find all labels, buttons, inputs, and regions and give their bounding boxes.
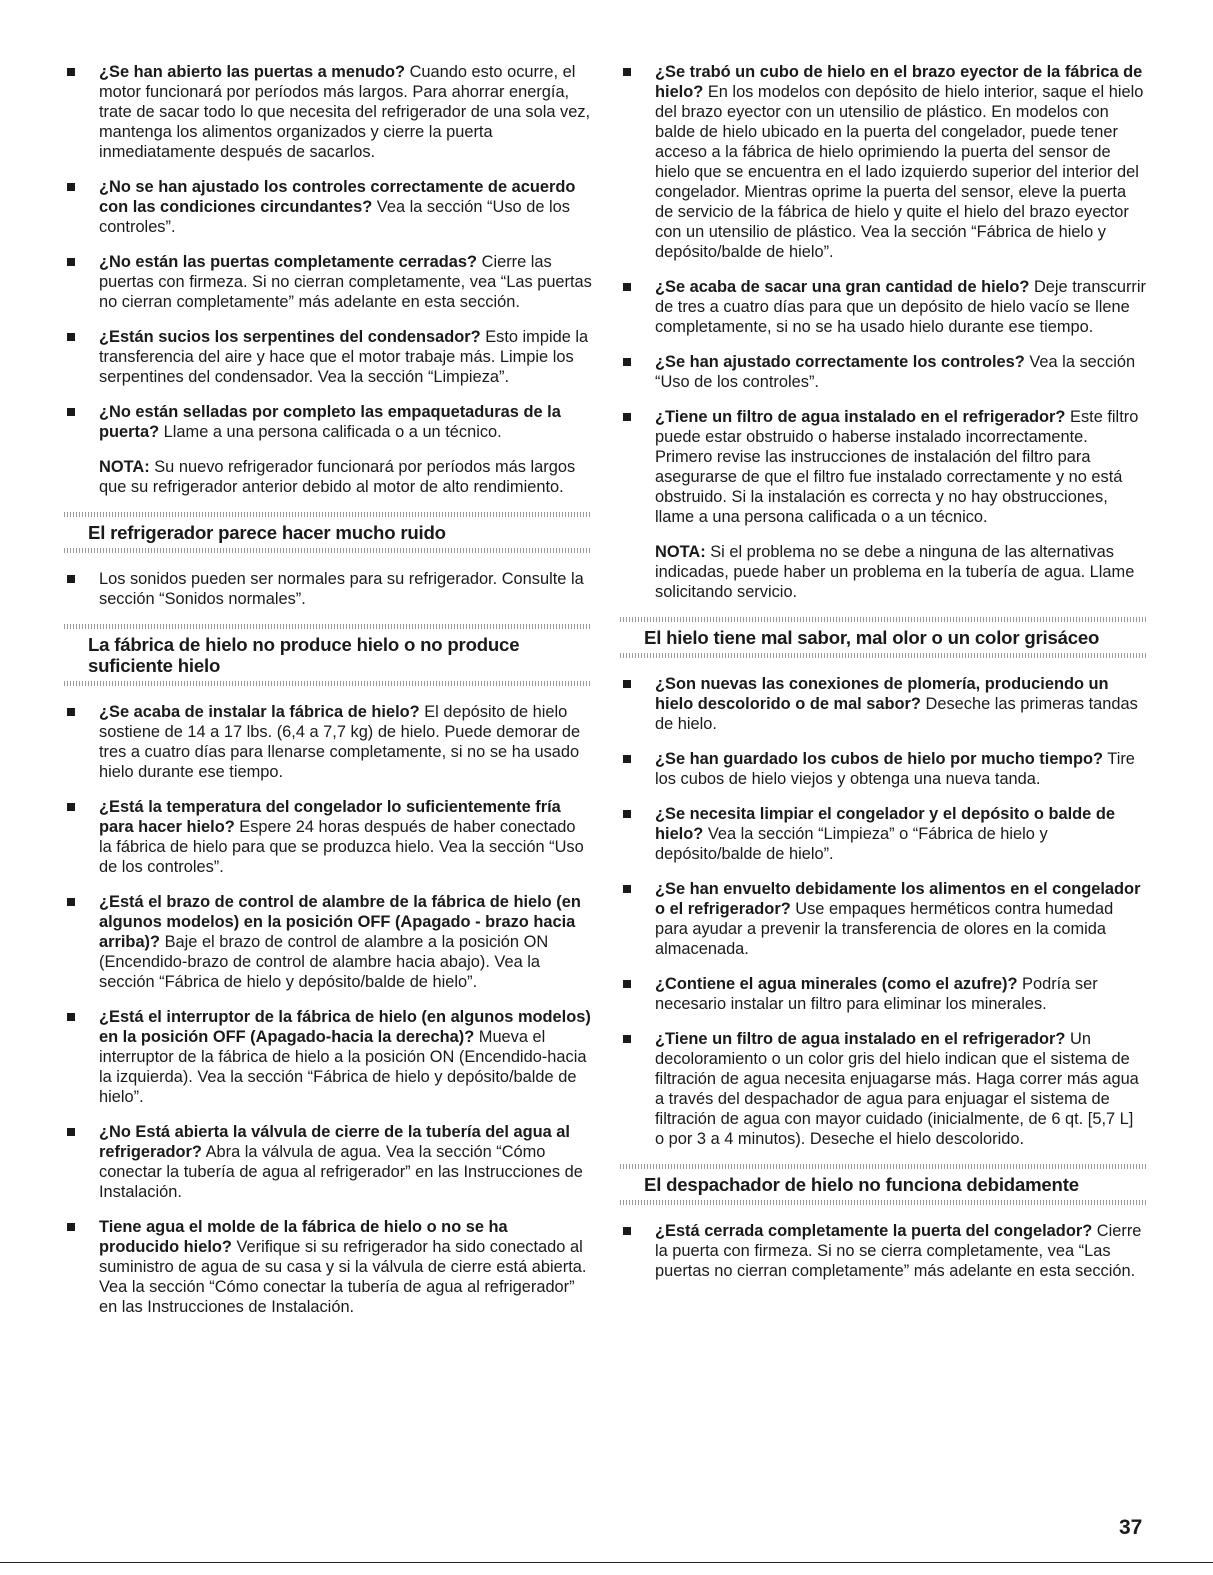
item-question: ¿No están selladas por completo las empaquetaduras de la puerta? bbox=[99, 403, 561, 441]
bullet-square-icon bbox=[623, 413, 631, 421]
item-answer: Deje transcurrir de tres a cuatro días para que un depósito de hielo vacío se llene completamente, si no se ha usado hielo durante ese tiempo. bbox=[655, 278, 1146, 336]
bullet-item bbox=[620, 352, 1146, 392]
item-answer: Deseche las primeras tandas de hielo. bbox=[655, 695, 1138, 733]
item-question: ¿Está el brazo de control de alambre de la fábrica de hielo (en algunos modelos) en la posición OFF (Apagado - brazo hacia arriba)? bbox=[99, 893, 581, 951]
section-heading bbox=[64, 624, 592, 686]
item-question: ¿Está cerrada completamente la puerta del congelador? bbox=[655, 1222, 1093, 1240]
bullet-square-icon bbox=[623, 358, 631, 366]
item-answer: Baje el brazo de control de alambre a la posición ON (Encendido-brazo de control de alambre hacia abajo). Vea la sección “Fábrica de hielo y depósito/balde de hielo”. bbox=[99, 933, 549, 991]
item-answer: Un decoloramiento o un color gris del hielo indican que el sistema de filtración de agua necesita enjuagarse más. Haga correr más agua a través del despachador de agua para enjuagar el sistema de filtración de agua con mayor cuidado (inicialmente, de 6 qt. [5,7 L] o por 3 a 4 minutos). Deseche el hielo descolorido. bbox=[655, 1030, 1139, 1148]
bullet-item bbox=[64, 402, 592, 442]
right-column bbox=[620, 62, 1146, 1296]
bullet-square-icon bbox=[67, 708, 75, 716]
bullet-item bbox=[620, 974, 1146, 1014]
item-answer: Vea la sección “Limpieza” o “Fábrica de hielo y depósito/balde de hielo”. bbox=[655, 825, 1048, 863]
item-answer: Vea la sección “Uso de los controles”. bbox=[655, 353, 1136, 391]
item-answer: El depósito de hielo sostiene de 14 a 17 lbs. (6,4 a 7,7 kg) de hielo. Puede demorar de tres a cuatro días para llenarse completamente, si no se ha usado hielo durante ese tiempo. bbox=[99, 703, 581, 781]
page-number: 37 bbox=[1119, 1516, 1143, 1539]
bullet-item bbox=[620, 804, 1146, 864]
bullet-square-icon bbox=[623, 755, 631, 763]
bullet-item bbox=[620, 749, 1146, 789]
bullet-item bbox=[64, 892, 592, 992]
bullet-square-icon bbox=[623, 980, 631, 988]
bullet-item bbox=[64, 702, 592, 782]
item-question: ¿No están las puertas completamente cerradas? bbox=[99, 253, 478, 271]
section-title: El hielo tiene mal sabor, mal olor o un color grisáceo bbox=[644, 627, 1100, 648]
bullet-item bbox=[620, 407, 1146, 527]
section-title: La fábrica de hielo no produce hielo o no produce suficiente hielo bbox=[88, 634, 520, 676]
bullet-item bbox=[64, 327, 592, 387]
bullet-square-icon bbox=[67, 898, 75, 906]
bullet-item bbox=[620, 1221, 1146, 1281]
bullet-square-icon bbox=[67, 1223, 75, 1231]
item-answer: Abra la válvula de agua. Vea la sección “Cómo conectar la tubería de agua al refrigerador” en las Instrucciones de Instalación. bbox=[99, 1143, 583, 1201]
section-title: El refrigerador parece hacer mucho ruido bbox=[88, 522, 446, 543]
item-answer: En los modelos con depósito de hielo interior, saque el hielo del brazo eyector con un utensilio de plástico. En modelos con balde de hielo ubicado en la puerta del congelador, puede tener acceso a la fábrica de hielo oprimiendo la puerta del sensor de hielo que se encuentra en el lado izquierdo superior del interior del congelador. Mientras oprime la puerta del sensor, eleve la puerta de servicio de la fábrica de hielo y quite el hielo del brazo eyector con un utensilio de plástico. Vea la sección “Fábrica de hielo y depósito/balde de hielo”. bbox=[655, 83, 1144, 261]
item-answer: Llame a una persona calificada o a un técnico. bbox=[159, 423, 502, 441]
item-answer: Podría ser necesario instalar un filtro para eliminar los minerales. bbox=[655, 975, 1098, 1013]
bullet-item bbox=[620, 62, 1146, 262]
bullet-square-icon bbox=[623, 283, 631, 291]
item-question: ¿Se han envuelto debidamente los alimentos en el congelador o el refrigerador? bbox=[655, 880, 1141, 918]
bullet-item bbox=[620, 879, 1146, 959]
item-question: ¿Se han ajustado correctamente los controles? bbox=[655, 353, 1025, 371]
bullet-square-icon bbox=[67, 803, 75, 811]
item-question: ¿Se han guardado los cubos de hielo por mucho tiempo? bbox=[655, 750, 1104, 768]
bullet-item bbox=[64, 177, 592, 237]
bottom-divider bbox=[0, 1562, 1213, 1563]
bullet-square-icon bbox=[67, 183, 75, 191]
bullet-square-icon bbox=[67, 1128, 75, 1136]
item-answer: Verifique si su refrigerador ha sido conectado al suministro de agua de su casa y si la válvula de cierre está abierta. Vea la sección “Cómo conectar la tubería de agua al refrigerador” en las Instrucciones de Instalación. bbox=[99, 1238, 587, 1316]
bullet-item bbox=[64, 1007, 592, 1107]
item-answer: Mueva el interruptor de la fábrica de hielo a la posición ON (Encendido-hacia la izquierda). Vea la sección “Fábrica de hielo y depósito/balde de hielo”. bbox=[99, 1028, 587, 1106]
bullet-square-icon bbox=[67, 258, 75, 266]
item-question: Tiene agua el molde de la fábrica de hielo o no se ha producido hielo? bbox=[99, 1218, 508, 1256]
section-title: El despachador de hielo no funciona debidamente bbox=[644, 1174, 1079, 1195]
note-paragraph: NOTA: Su nuevo refrigerador funcionará por períodos más largos que su refrigerador anterior debido al motor de alto rendimiento. bbox=[99, 458, 576, 496]
item-question: ¿Están sucios los serpentines del condensador? bbox=[99, 328, 481, 346]
bullet-square-icon bbox=[67, 575, 75, 583]
bullet-square-icon bbox=[623, 885, 631, 893]
bullet-item bbox=[64, 1122, 592, 1202]
item-question: ¿Está la temperatura del congelador lo suficientemente fría para hacer hielo? bbox=[99, 798, 561, 836]
bullet-item bbox=[620, 1029, 1146, 1149]
item-answer: Cierre la puerta con firmeza. Si no se cierra completamente, vea “Las puertas no cierran completamente” más adelante en esta sección. bbox=[655, 1222, 1142, 1280]
bullet-square-icon bbox=[623, 1035, 631, 1043]
bullet-item bbox=[620, 674, 1146, 734]
item-answer: Tire los cubos de hielo viejos y obtenga una nueva tanda. bbox=[655, 750, 1135, 788]
bullet-item bbox=[64, 1217, 592, 1317]
item-question: ¿No se han ajustado los controles correctamente de acuerdo con las condiciones circundantes? bbox=[99, 178, 576, 216]
note-paragraph: NOTA: Si el problema no se debe a ninguna de las alternativas indicadas, puede haber un problema en la tubería de agua. Llame solicitando servicio. bbox=[655, 543, 1135, 601]
item-answer: Espere 24 horas después de haber conectado la fábrica de hielo para que se produzca hielo. Vea la sección “Uso de los controles”. bbox=[99, 818, 584, 876]
item-answer: Use empaques herméticos contra humedad para ayudar a prevenir la transferencia de olores en la comida almacenada. bbox=[655, 900, 1114, 958]
item-question: ¿Se acaba de sacar una gran cantidad de hielo? bbox=[655, 278, 1030, 296]
bullet-square-icon bbox=[623, 68, 631, 76]
bullet-item bbox=[620, 277, 1146, 337]
bullet-square-icon bbox=[67, 1013, 75, 1021]
section-heading bbox=[620, 617, 1146, 658]
bullet-item bbox=[64, 62, 592, 162]
item-answer: Los sonidos pueden ser normales para su refrigerador. Consulte la sección “Sonidos normales”. bbox=[99, 570, 584, 608]
item-question: ¿Está el interruptor de la fábrica de hielo (en algunos modelos) en la posición OFF (Apagado-hacia la derecha)? bbox=[99, 1008, 591, 1046]
item-question: ¿Se acaba de instalar la fábrica de hielo? bbox=[99, 703, 420, 721]
item-answer: Esto impide la transferencia del aire y hace que el motor trabaje más. Limpie los serpentines del condensador. Vea la sección “Limpieza”. bbox=[99, 328, 589, 386]
bullet-square-icon bbox=[623, 680, 631, 688]
item-answer: Cierre las puertas con firmeza. Si no cierran completamente, vea “Las puertas no cierran completamente” más adelante en esta sección. bbox=[99, 253, 592, 311]
item-answer: Vea la sección “Uso de los controles”. bbox=[99, 198, 570, 236]
item-answer: Cuando esto ocurre, el motor funcionará por períodos más largos. Para ahorrar energía, trate de sacar todo lo que necesita del refrigerador de una sola vez, mantenga los alimentos organizados y cierre la puerta inmediatamente después de sacarlos. bbox=[99, 63, 591, 161]
item-answer: Este filtro puede estar obstruido o haberse instalado incorrectamente. Primero revise las instrucciones de instalación del filtro para asegurarse de que el filtro fue instalado correctamente y no está obstruido. Si la instalación es correcta y no hay obstrucciones, llame a una persona calificada o a un técnico. bbox=[655, 408, 1139, 526]
bullet-item bbox=[64, 797, 592, 877]
section-heading bbox=[64, 512, 592, 553]
item-question: ¿Se necesita limpiar el congelador y el depósito o balde de hielo? bbox=[655, 805, 1115, 843]
bullet-square-icon bbox=[67, 68, 75, 76]
bullet-square-icon bbox=[67, 333, 75, 341]
item-question: ¿Se trabó un cubo de hielo en el brazo eyector de la fábrica de hielo? bbox=[655, 63, 1143, 101]
bullet-square-icon bbox=[623, 810, 631, 818]
item-question: ¿Tiene un filtro de agua instalado en el refrigerador? bbox=[655, 408, 1066, 426]
item-question: ¿Contiene el agua minerales (como el azufre)? bbox=[655, 975, 1018, 993]
section-heading bbox=[620, 1164, 1146, 1205]
bullet-square-icon bbox=[623, 1227, 631, 1235]
item-question: ¿Tiene un filtro de agua instalado en el refrigerador? bbox=[655, 1030, 1066, 1048]
item-question: ¿Se han abierto las puertas a menudo? bbox=[99, 63, 406, 81]
item-question: ¿No Está abierta la válvula de cierre de la tubería del agua al refrigerador? bbox=[99, 1123, 570, 1161]
left-column bbox=[64, 62, 592, 1332]
item-question: ¿Son nuevas las conexiones de plomería, produciendo un hielo descolorido o de mal sabor? bbox=[655, 675, 1109, 713]
bullet-item bbox=[64, 569, 592, 609]
bullet-square-icon bbox=[67, 408, 75, 416]
bullet-item bbox=[64, 252, 592, 312]
